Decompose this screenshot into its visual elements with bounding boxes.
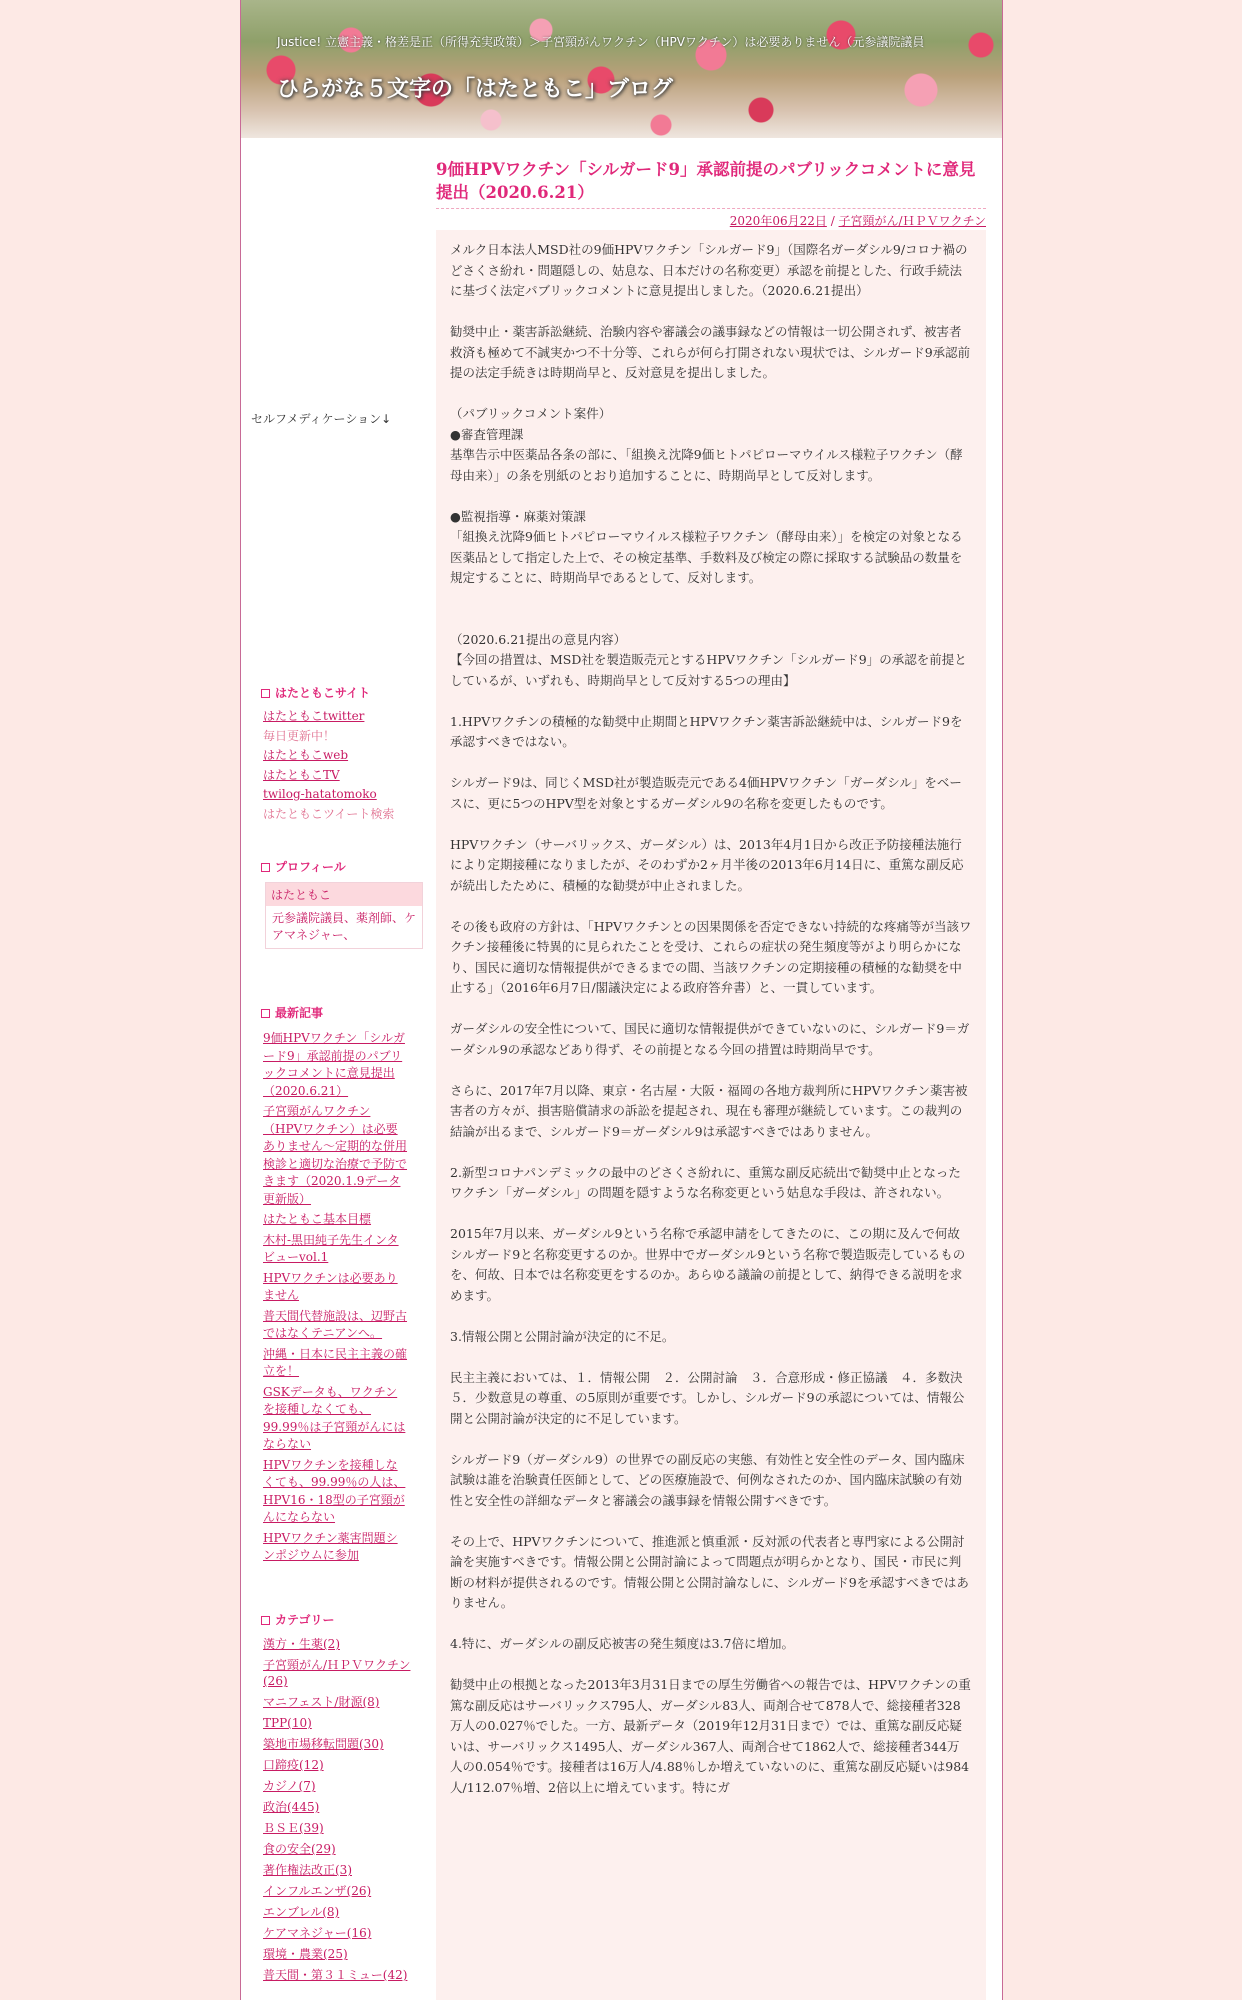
- category-link[interactable]: マニフェスト/財源(8): [263, 1695, 380, 1709]
- category-list: [263, 1636, 413, 1988]
- post-paragraph: ●監視指導・麻薬対策課 「組換え沈降9価ヒトパピローマウイルス様粒子ワクチン（酵母由来）」を検定の対象となる医薬品として指定した上で、その検定基準、手数料及び検定の際に採取する試験品の数量を規定することに、時期尚早であるとして、反対します。: [450, 508, 963, 585]
- post-category-link[interactable]: 子宮頸がん/ＨＰＶワクチン: [838, 214, 986, 228]
- square-bullet-icon: [261, 689, 270, 698]
- post-paragraph: シルガード9（ガーダシル9）の世界での副反応の実態、有効性と安全性のデータ、国内臨床試験は誰を治験責任医師として、どの医療施設で、何例なされたのか、国内臨床試験の有効性と安全性の詳細なデータと審議会の議事録を情報公開すべきです。: [450, 1451, 965, 1508]
- recent-article-link[interactable]: 普天間代替施設は、辺野古ではなくテニアンへ。: [263, 1308, 408, 1340]
- profile-description: 元参議院議員、薬剤師、ケアマネジャー、: [272, 911, 417, 942]
- self-medication-label: セルフメディケーション↓: [251, 412, 392, 426]
- recent-article-link[interactable]: 子宮頸がんワクチン（HPVワクチン）は必要ありません～定期的な併用検診と適切な治療で予防できます（2020.1.9データ更新版）: [263, 1104, 408, 1206]
- post-paragraph: HPVワクチン（サーバリックス、ガーダシル）は、2013年4月1日から改正予防接種法施行により定期接種になりましたが、そのわずか2ヶ月半後の2013年6月14日に、重篤な副反応が続出したために、積極的な勧奨が中止されました。: [450, 836, 964, 893]
- post-paragraph: 1.HPVワクチンの積極的な勧奨中止期間とHPVワクチン薬害訴訟継続中は、シルガード9を承認すべきではない。: [450, 713, 963, 749]
- post-paragraph: 勧奨中止・薬害訴訟継続、治験内容や審議会の議事録などの情報は一切公開されず、被害者救済も極めて不誠実かつ不十分等、これらが何ら打開されない現状では、シルガード9承認前提の法定手続きは時期尚早と、反対意見を提出しました。: [450, 324, 971, 380]
- post-paragraph: ガーダシルの安全性について、国民に適切な情報提供ができていないのに、シルガード9＝ガーダシル9の承認などあり得ず、その前提となる今回の措置は時期尚早です。: [450, 1021, 970, 1057]
- profile-name: はたともこ: [266, 883, 422, 906]
- post-paragraph: 民主主義においては、１．情報公開 ２．公開討論 ３．合意形成・修正協議 ４．多数決 ５．少数意見の尊重、の5原則が重要です。しかし、シルガード9の承認については、情報公開と公開討論が決定的に不足しています。: [450, 1369, 976, 1426]
- post-paragraph: 2015年7月以来、ガーダシル9という名称で承認申請をしてきたのに、この期に及んで何故シルガード9と名称変更するのか。世界中でガーダシル9という名称で製造販売しているものを、何故、日本では名称変更をするのか。あらゆる議論の前提として、納得できる説明を求めます。: [450, 1226, 966, 1303]
- recent-article-link[interactable]: 9価HPVワクチン「シルガード9」承認前提のパブリックコメントに意見提出（2020.6.21）: [263, 1031, 405, 1098]
- category-link[interactable]: TPP(10): [263, 1716, 312, 1730]
- site-link[interactable]: twilog-hatatomoko: [263, 787, 377, 801]
- post-paragraph: （パブリックコメント案件） ●審査管理課 基準告示中医薬品各条の部に、「組換え沈降9価ヒトパピローマウイルス様粒子ワクチン（酵母由来）」の条を別紙のとおり追加することに、時期尚早として反対します。: [450, 406, 963, 483]
- category-link[interactable]: 政治(445): [263, 1800, 320, 1814]
- site-note: はたともこツイート検索: [263, 806, 395, 821]
- post-paragraph: 勧奨中止の根拠となった2013年3月31日までの厚生労働省への報告では、HPVワクチンの重篤な副反応はサーバリックス795人、ガーダシル83人、両剤合せて878人で、総接種者328万人の0.027％でした。一方、最新データ（2019年12月31日まで）では、重篤な副反応疑いは、サーバリックス1495人、ガーダシル367人、両剤合せて1862人で、総接種者344万人の0.054％です。接種者は16万人/4.88％しか増えていないのに、重篤な副反応疑いは984人/112.07％増、2倍以上に増えています。特にガ: [450, 1677, 971, 1795]
- category-link[interactable]: ＢＳＥ(39): [263, 1821, 324, 1835]
- recent-article-link[interactable]: HPVワクチンは必要ありません: [263, 1270, 398, 1302]
- category-link[interactable]: 口蹄疫(12): [263, 1758, 324, 1772]
- square-bullet-icon: [261, 863, 270, 872]
- site-link[interactable]: はたともこtwitter: [263, 709, 365, 723]
- post-title[interactable]: 9価HPVワクチン「シルガード9」承認前提のパブリックコメントに意見提出（2020.6.21）: [436, 160, 976, 202]
- blog-title[interactable]: ひらがな５文字の「はたともこ」ブログ: [277, 77, 674, 102]
- category-link[interactable]: カジノ(7): [263, 1779, 316, 1793]
- square-bullet-icon: [261, 1009, 270, 1018]
- category-link[interactable]: 子宮頸がん/ＨＰＶワクチン(26): [263, 1658, 411, 1688]
- category-link[interactable]: 普天間・第３１ミュー(42): [263, 1968, 408, 1982]
- site-section-title: はたともこサイト: [261, 684, 370, 701]
- category-link[interactable]: エンブレル(8): [263, 1905, 340, 1919]
- category-link[interactable]: 漢方・生薬(2): [263, 1637, 340, 1651]
- recent-article-link[interactable]: はたともこ基本目標: [263, 1212, 372, 1226]
- recent-article-link[interactable]: GSKデータも、ワクチンを接種しなくても、99.99％は子宮頸がんにはならない: [263, 1384, 406, 1451]
- recent-section-title: 最新記事: [261, 1004, 323, 1021]
- post-paragraph: （2020.6.21提出の意見内容） 【今回の措置は、MSD社を製造販売元とするHPVワクチン「シルガード9」の承認を前提としているが、いずれも、時期尚早として反対する5つの理由】: [450, 631, 967, 688]
- category-link[interactable]: インフルエンザ(26): [263, 1884, 372, 1898]
- post-body: [436, 230, 986, 2000]
- category-link[interactable]: 築地市場移転問題(30): [263, 1737, 384, 1751]
- post-paragraph: メルク日本法人MSD社の9価HPVワクチン「シルガード9」（国際名ガーダシル9/コロナ禍のどさくさ紛れ・問題隠しの、姑息な、日本だけの名称変更）承認を前提とした、行政手続法に基づく法定パブリックコメントに意見提出しました。（2020.6.21提出）: [450, 242, 968, 298]
- post-paragraph: 3.情報公開と公開討論が決定的に不足。: [450, 1328, 675, 1344]
- category-link[interactable]: 著作権法改正(3): [263, 1863, 352, 1877]
- category-link[interactable]: 環境・農業(25): [263, 1947, 348, 1961]
- category-link[interactable]: 食の安全(29): [263, 1842, 336, 1856]
- site-link[interactable]: はたともこTV: [263, 767, 340, 782]
- breadcrumb: [277, 34, 977, 50]
- site-link[interactable]: はたともこweb: [263, 748, 349, 762]
- recent-list: [263, 1030, 409, 1568]
- site-note: 毎日更新中！: [263, 728, 336, 743]
- breadcrumb-link[interactable]: Justice! 立憲主義・格差是正（所得充実政策）＞子宮頸がんワクチン（HPVワクチン）は必要ありません（元参議院議員: [277, 35, 925, 49]
- blog-header: [241, 0, 1002, 138]
- post-paragraph: その上で、HPVワクチンについて、推進派と慎重派・反対派の代表者と専門家による公開討論を実施すべきです。情報公開と公開討論によって問題点が明らかとなり、国民・市民に判断の材料が提供されるのです。情報公開と公開討論なしに、シルガード9を承認すべきではありません。: [450, 1533, 969, 1610]
- post-date-link[interactable]: 2020年06月22日: [729, 214, 827, 228]
- recent-article-link[interactable]: 木村-黒田純子先生インタビューvol.1: [263, 1232, 399, 1264]
- page-container: [240, 0, 1003, 2000]
- profile-box: [265, 882, 423, 949]
- site-list: [263, 709, 413, 826]
- post-paragraph: さらに、2017年7月以降、東京・名古屋・大阪・福岡の各地方裁判所にHPVワクチン薬害被害者の方々が、損害賠償請求の訴訟を提起され、現在も審理が継続しています。この裁判の結論が出るまで、シルガード9＝ガーダシル9は承認すべきではありません。: [450, 1082, 968, 1139]
- square-bullet-icon: [261, 1616, 270, 1625]
- post-meta: [436, 208, 986, 229]
- recent-article-link[interactable]: HPVワクチン薬害問題シンポジウムに参加: [263, 1530, 398, 1562]
- profile-section-title: プロフィール: [261, 858, 346, 875]
- category-section-title: カテゴリー: [261, 1611, 335, 1628]
- recent-article-link[interactable]: HPVワクチンを接種しなくても、99.99％の人は、HPV16・18型の子宮頸がんにならない: [263, 1457, 406, 1524]
- post-paragraph: 4.特に、ガーダシルの副反応被害の発生頻度は3.7倍に増加。: [450, 1636, 794, 1651]
- post-paragraph: その後も政府の方針は、「HPVワクチンとの因果関係を否定できない持続的な疼痛等が当該ワクチン接種後に特異的に見られたことを受け、これらの症状の発生頻度等がより明らかになり、国民に適切な情報提供ができるまでの間、当該ワクチンの定期接種の積極的な勧奨を中止する」（2016年6月7日/閣議決定による政府答弁書）と、一貫しています。: [450, 918, 972, 995]
- post-paragraph: シルガード9は、同じくMSD社が製造販売元である4価HPVワクチン「ガーダシル」をベースに、更に5つのHPV型を対象とするガーダシル9の名称を変更したものです。: [450, 775, 962, 811]
- category-link[interactable]: ケアマネジャー(16): [263, 1926, 372, 1940]
- recent-article-link[interactable]: 沖縄・日本に民主主義の確立を！: [263, 1346, 408, 1378]
- meta-separator: /: [826, 214, 839, 228]
- post-paragraph: 2.新型コロナパンデミックの最中のどさくさ紛れに、重篤な副反応続出で勧奨中止となったワクチン「ガーダシル」の問題を隠すような名称変更という姑息な手段は、許されない。: [450, 1164, 961, 1200]
